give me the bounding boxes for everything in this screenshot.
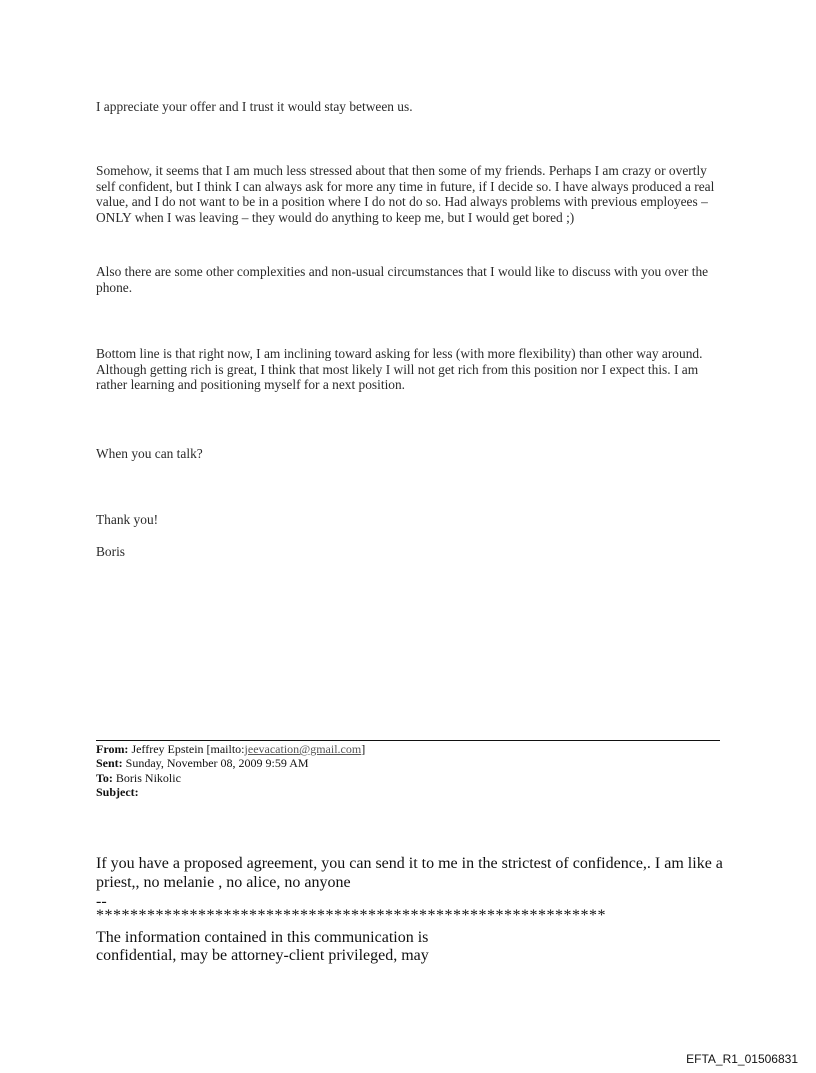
disclaimer-line-2: confidential, may be attorney-client privileged, may bbox=[96, 947, 429, 964]
from-row bbox=[96, 742, 716, 756]
signature: Boris bbox=[96, 544, 126, 559]
reply-paragraph-5: When you can talk? bbox=[96, 446, 203, 461]
reply-paragraph-6: Thank you! bbox=[96, 512, 159, 527]
sent-row bbox=[96, 756, 716, 770]
reply-paragraph-4: Bottom line is that right now, I am inclining toward asking for less (with more flexibility) than other way around. Although getting rich is great, I think that most likely I will not get rich from this position nor I expect this. I am rather learning and positioning myself for a next position. bbox=[96, 346, 703, 393]
disclaimer-line-1: The information contained in this communication is bbox=[96, 929, 429, 946]
email-header bbox=[96, 742, 716, 800]
signature-separator: -- bbox=[96, 893, 107, 910]
sent-value: Sunday, November 08, 2009 9:59 AM bbox=[125, 756, 309, 771]
sent-label: Sent: bbox=[96, 756, 123, 771]
original-message-body: If you have a proposed agreement, you can send it to me in the strictest of confidence,. I am like a priest,, no melanie , no alice, no anyone bbox=[96, 855, 723, 891]
from-email-link[interactable]: jeevacation@gmail.com bbox=[244, 742, 362, 756]
subject-row bbox=[96, 785, 716, 799]
to-label: To: bbox=[96, 770, 113, 785]
document-id: EFTA_R1_01506831 bbox=[686, 1052, 798, 1066]
reply-paragraph-2: Somehow, it seems that I am much less stressed about that then some of my friends. Perhaps I am crazy or overtly self confident, but I think I can always ask for more any time in future, if I decide so. I have always produced a real value, and I do not want to be in a position where I do not do so. Had always problems with previous employees – ONLY when I was leaving – they would do anything to keep me, but I would get bored ;) bbox=[96, 163, 715, 225]
asterisk-divider: ************************************************************ bbox=[96, 907, 606, 924]
from-close: ] bbox=[361, 742, 366, 756]
reply-paragraph-3: Also there are some other complexities and non-usual circumstances that I would like to discuss with you over the phone. bbox=[96, 264, 709, 295]
reply-paragraph-1: I appreciate your offer and I trust it would stay between us. bbox=[96, 99, 413, 114]
from-label: From: bbox=[96, 742, 129, 756]
to-value: Boris Nikolic bbox=[115, 770, 181, 785]
from-name: Jeffrey Epstein [mailto: bbox=[131, 742, 245, 756]
header-divider bbox=[96, 740, 720, 741]
to-row bbox=[96, 771, 716, 785]
subject-label: Subject: bbox=[96, 785, 139, 800]
